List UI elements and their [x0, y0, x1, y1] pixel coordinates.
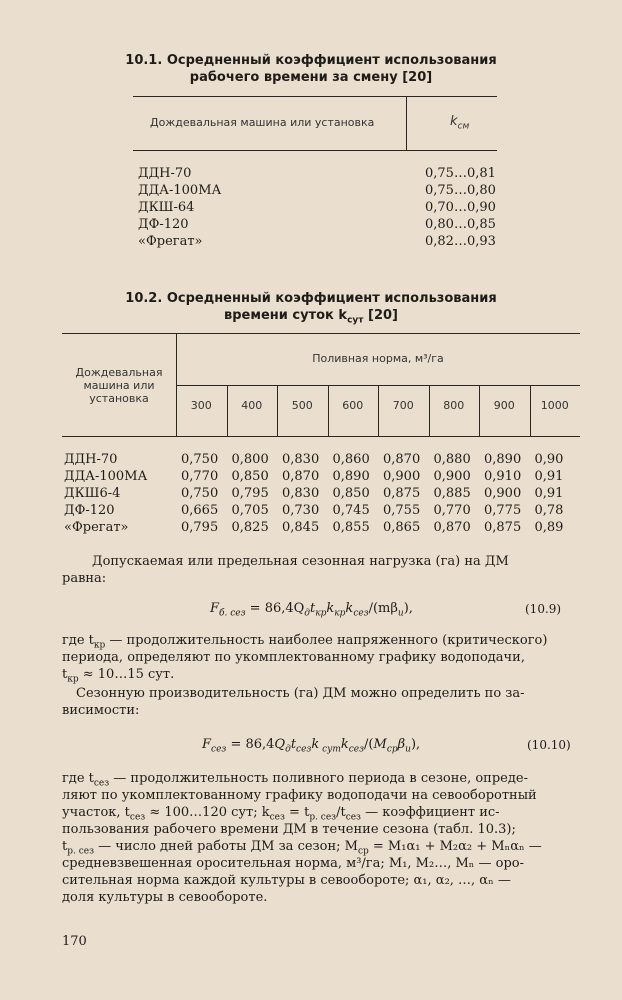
table2-col-rule [479, 385, 480, 436]
table2-cell: 0,885 [433, 486, 471, 501]
table2-cell: 0,770 [433, 503, 471, 518]
table2-cell: 0,825 [231, 520, 269, 535]
table2-cell: 0,800 [231, 452, 269, 467]
equation-10-9-number: (10.9) [525, 602, 562, 616]
table2-col-rule [530, 385, 531, 436]
table2-row-name: ДДН-70 [64, 452, 118, 467]
table2-cell: 0,775 [484, 503, 522, 518]
para1-line1: Допускаемая или предельная сезонная нагрузка (га) на ДМ [92, 554, 509, 569]
para4-line4: пользования рабочего времени ДМ в течение сезона (табл. 10.3); [62, 822, 516, 837]
para2-line2: периода, определяют по укомплектованному графику водоподачи, [62, 650, 525, 665]
table2-col-header: 1000 [540, 399, 569, 412]
table2-cell: 0,750 [181, 452, 219, 467]
table2-cell: 0,745 [332, 503, 370, 518]
table2-row-name: «Фрегат» [64, 520, 129, 535]
table2-col-rule [328, 385, 329, 436]
table1-row-name: ДФ-120 [138, 217, 189, 232]
table2-col-header: 400 [241, 399, 263, 412]
table2-cell: 0,890 [484, 452, 522, 467]
header-line: Дождевальная [75, 366, 163, 379]
equation-10-10: $F_{сез} = 86,4Q_дt_{сез}k$ $_{сут}k_{сез}/(M_{ср}\beta_и)$, [202, 737, 421, 755]
table2-cell: 0,860 [332, 452, 370, 467]
table2-cell: 0,90 [534, 452, 564, 467]
para2-line3: $t_{кр}$ ≈ 10…15 сут. [62, 667, 175, 685]
header-line: машина или [83, 379, 155, 392]
table1-header-rule [133, 150, 497, 151]
para3-line1: Сезонную производительность (га) ДМ можно определить по за- [76, 686, 525, 701]
table2-col-rule [277, 385, 278, 436]
table2-title-line1: 10.2. Осредненный коэффициент использования [125, 291, 497, 306]
table2-cell: 0,900 [484, 486, 522, 501]
table2-header-machine [64, 366, 174, 405]
table2-col-header: 500 [291, 399, 313, 412]
table2-cell: 0,795 [181, 520, 219, 535]
para3-line2: висимости: [62, 703, 140, 718]
table2-cell: 0,89 [534, 520, 564, 535]
para2-line1: где $t_{кр}$ — продолжительность наиболее напряженного (критического) [62, 633, 548, 651]
para4-line6: средневзвешенная оросительная норма, м³/га; M₁, M₂…, Mₙ — оро- [62, 856, 525, 871]
table2-title-line2: времени суток $k_{сут}$ [20] [224, 308, 398, 326]
table1-header-k: $k_{см}$ [450, 114, 470, 132]
equation-10-10-number: (10.10) [527, 738, 571, 752]
table2-header-group: Поливная норма, м³/га [312, 352, 444, 365]
table2-cell: 0,91 [534, 469, 564, 484]
table1-header-machine: Дождевальная машина или установка [150, 116, 375, 129]
table2-row-name: ДКШ6-4 [64, 486, 121, 501]
para4-line1: где $t_{сез}$ — продолжительность поливного периода в сезоне, опреде- [62, 771, 528, 789]
table2-cell: 0,880 [433, 452, 471, 467]
table1-title-line2: рабочего времени за смену [20] [189, 70, 433, 85]
table2-cell: 0,730 [282, 503, 320, 518]
table2-top-rule [62, 333, 580, 334]
table2-row-name: ДФ-120 [64, 503, 115, 518]
table1-row-value: 0,70…0,90 [425, 200, 496, 215]
para4-line2: ляют по укомплектованному графику водоподачи на севооборотный [62, 788, 537, 803]
para4-line3: участок, $t_{сез}$ ≈ 100…120 сут; $k_{сез} = t_{р. сез}/t_{сез}$ — коэффициент ис- [62, 805, 500, 823]
header-line: установка [89, 392, 149, 405]
table2-header-bottom-rule [62, 436, 580, 437]
table1-row-name: ДКШ-64 [138, 200, 195, 215]
para4-line7: сительная норма каждой культуры в севообороте; α₁, α₂, …, αₙ — [62, 873, 511, 888]
table2-cell: 0,910 [484, 469, 522, 484]
equation-10-9: $F_{б. сез} = 86,4Q_дt_{кр}k_{кр}k_{сез}/(m\beta_и)$, [210, 601, 413, 619]
table1-row-value: 0,75…0,80 [425, 183, 496, 198]
table1-row-name: «Фрегат» [138, 234, 203, 249]
table2-col-rule [378, 385, 379, 436]
table2-cell: 0,705 [231, 503, 269, 518]
table2-cell: 0,750 [181, 486, 219, 501]
table2-col-header: 300 [190, 399, 212, 412]
table2-cell: 0,845 [282, 520, 320, 535]
table2-col-header: 600 [342, 399, 364, 412]
table2-col-header: 700 [392, 399, 414, 412]
table2-row-name: ДДА-100МА [64, 469, 148, 484]
table1-col-divider [406, 96, 407, 150]
table2-col-header: 900 [493, 399, 515, 412]
table2-cell: 0,830 [282, 486, 320, 501]
table2-cell: 0,91 [534, 486, 564, 501]
table1-title-line1: 10.1. Осредненный коэффициент использования [125, 53, 497, 68]
page-number: 170 [62, 934, 87, 949]
para1-line2: равна: [62, 571, 107, 586]
table2-cell: 0,78 [534, 503, 564, 518]
table2-cell: 0,900 [433, 469, 471, 484]
table2-cell: 0,865 [383, 520, 421, 535]
table2-cell: 0,900 [383, 469, 421, 484]
table2-cell: 0,830 [282, 452, 320, 467]
table2-cell: 0,770 [181, 469, 219, 484]
table1-row-value: 0,75…0,81 [425, 166, 496, 181]
table2-cell: 0,870 [282, 469, 320, 484]
table2-cell: 0,890 [332, 469, 370, 484]
para4-line5: $t_{р. сез}$ — число дней работы ДМ за сезон; $M_{ср} = M_1\alpha_1 + M_2\alpha_2 + M_n\alpha_n$ — [62, 839, 542, 857]
table1-row-name: ДДА-100МА [138, 183, 222, 198]
table2-col-rule [227, 385, 228, 436]
table2-cell: 0,795 [231, 486, 269, 501]
table2-cell: 0,870 [433, 520, 471, 535]
para4-line8: доля культуры в севообороте. [62, 890, 268, 905]
table1-row-name: ДДН-70 [138, 166, 192, 181]
table1-row-value: 0,82…0,93 [425, 234, 496, 249]
table2-cell: 0,850 [332, 486, 370, 501]
table1-top-rule [133, 96, 497, 97]
table2-cell: 0,875 [383, 486, 421, 501]
table2-cell: 0,870 [383, 452, 421, 467]
table2-cell: 0,755 [383, 503, 421, 518]
table2-cell: 0,850 [231, 469, 269, 484]
table2-cell: 0,665 [181, 503, 219, 518]
table2-cell: 0,855 [332, 520, 370, 535]
table2-col-header: 800 [443, 399, 465, 412]
table1-row-value: 0,80…0,85 [425, 217, 496, 232]
table2-cell: 0,875 [484, 520, 522, 535]
table2-col-rule [429, 385, 430, 436]
